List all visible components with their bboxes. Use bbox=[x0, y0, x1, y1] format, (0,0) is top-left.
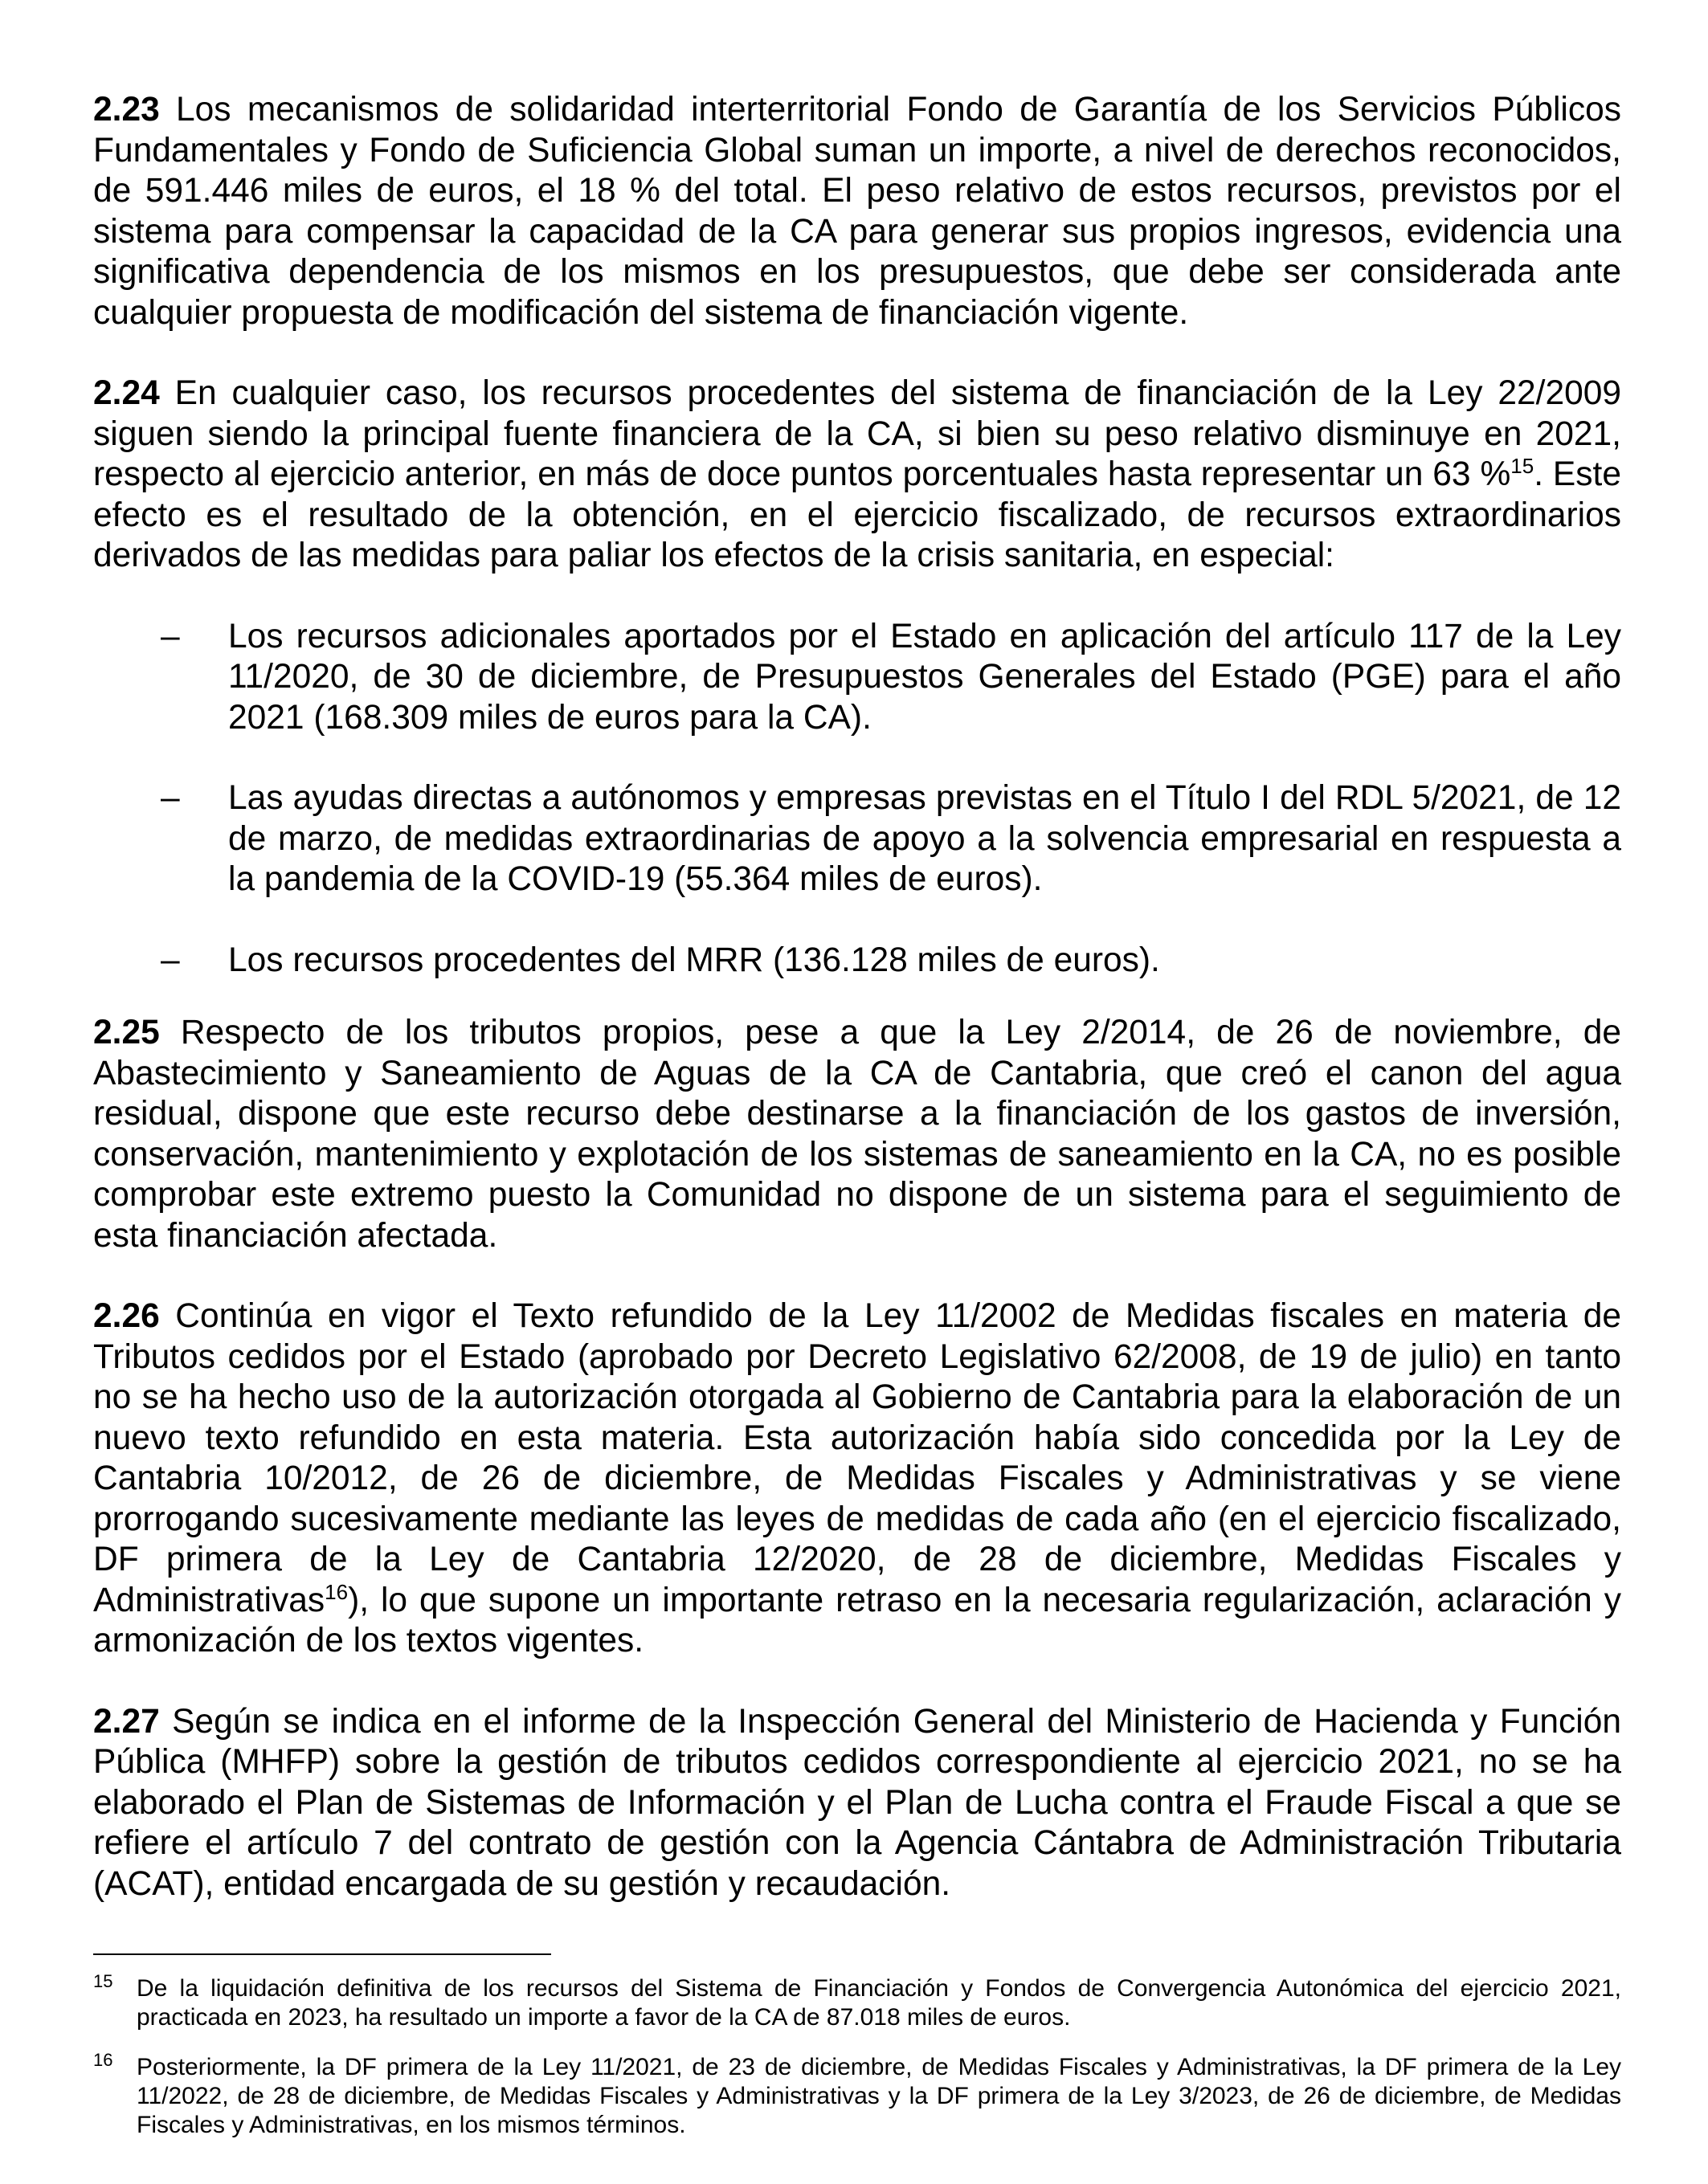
paragraph-number: 2.25 bbox=[93, 1014, 160, 1051]
footnote-text: De la liquidación definitiva de los recursos del Sistema de Financiación y Fondos de Convergencia Autonómica del ejercicio 2021, practicada en 2023, ha resultado un importe a favor de la CA de 87.018 miles de euros. bbox=[137, 1975, 1621, 2031]
document-page bbox=[93, 90, 1621, 1904]
paragraph-text-continued: ), lo que supone un importante retraso en la necesaria regularización, aclaración y armonización de los textos vigentes. bbox=[93, 1581, 1621, 1659]
list-item bbox=[93, 617, 1621, 739]
paragraph-number: 2.24 bbox=[93, 374, 160, 412]
paragraph-2-23 bbox=[93, 90, 1621, 333]
bullet-list bbox=[93, 617, 1621, 982]
footnote-number: 15 bbox=[93, 1971, 113, 1991]
footnote-16 bbox=[93, 2050, 1621, 2140]
dash-bullet: – bbox=[161, 617, 180, 655]
footnote-15 bbox=[93, 1971, 1621, 2032]
dash-bullet: – bbox=[161, 779, 180, 817]
paragraph-2-27 bbox=[93, 1702, 1621, 1905]
footnote-number: 16 bbox=[93, 2050, 113, 2070]
list-item-text: Los recursos procedentes del MRR (136.128 miles de euros). bbox=[228, 941, 1160, 979]
footnotes bbox=[93, 1971, 1621, 2140]
paragraph-text: Continúa en vigor el Texto refundido de la Ley 11/2002 de Medidas fiscales en materia de Tributos cedidos por el Estado (aprobado por Decreto Legislativo 62/2008, de 19 de julio) en tanto no se ha hecho uso de la autorización otorgada al Gobierno de Cantabria para la elaboración de un nuevo texto refundido en esta materia. Esta autorización había sido concedida por la Ley de Cantabria 10/2012, de 26 de diciembre, de Medidas Fiscales y Administrativas y se viene prorrogando sucesivamente mediante las leyes de medidas de cada año (en el ejercicio fiscalizado, DF primera de la Ley de Cantabria 12/2020, de 28 de diciembre, Medidas Fiscales y Administrativas bbox=[93, 1297, 1621, 1619]
footnote-separator bbox=[93, 1953, 551, 1955]
list-item-text: Los recursos adicionales aportados por el Estado en aplicación del artículo 117 de la Ley 11/2020, de 30 de diciembre, de Presupuestos Generales del Estado (PGE) para el año 2021 (168.309 miles de euros para la CA). bbox=[228, 617, 1621, 737]
paragraph-number: 2.26 bbox=[93, 1297, 160, 1335]
dash-bullet: – bbox=[161, 941, 180, 979]
paragraph-number: 2.23 bbox=[93, 91, 160, 129]
paragraph-text: Los mecanismos de solidaridad interterritorial Fondo de Garantía de los Servicios Públicos Fundamentales y Fondo de Suficiencia Global suman un importe, a nivel de derechos reconocidos, de 591.446 miles de euros, el 18 % del total. El peso relativo de estos recursos, previstos por el sistema para compensar la capacidad de la CA para generar sus propios ingresos, evidencia una significativa dependencia de los mismos en los presupuestos, que debe ser considerada ante cualquier propuesta de modificación del sistema de financiación vigente. bbox=[93, 91, 1621, 332]
list-item-text: Las ayudas directas a autónomos y empresas previstas en el Título I del RDL 5/2021, de 12 de marzo, de medidas extraordinarias de apoyo a la solvencia empresarial en respuesta a la pandemia de la COVID-19 (55.364 miles de euros). bbox=[228, 779, 1621, 898]
list-item bbox=[93, 941, 1621, 982]
footnote-ref-16[interactable]: 16 bbox=[325, 1579, 349, 1604]
paragraph-2-26 bbox=[93, 1296, 1621, 1662]
footnote-text: Posteriormente, la DF primera de la Ley 11/2021, de 23 de diciembre, de Medidas Fiscales y Administrativas, la DF primera de la Ley 11/2022, de 28 de diciembre, de Medidas Fiscales y Administrativas y la DF primera de la Ley 3/2023, de 26 de diciembre, de Medidas Fiscales y Administrativas, en los mismos términos. bbox=[137, 2054, 1621, 2138]
list-item bbox=[93, 778, 1621, 900]
footnote-ref-15[interactable]: 15 bbox=[1510, 453, 1534, 478]
paragraph-2-24 bbox=[93, 374, 1621, 577]
paragraph-text: Respecto de los tributos propios, pese a que la Ley 2/2014, de 26 de noviembre, de Abastecimiento y Saneamiento de Aguas de la CA de Cantabria, que creó el canon del agua residual, dispone que este recurso debe destinarse a la financiación de los gastos de inversión, conservación, mantenimiento y explotación de los sistemas de saneamiento en la CA, no es posible comprobar este extremo puesto la Comunidad no dispone de un sistema para el seguimiento de esta financiación afectada. bbox=[93, 1014, 1621, 1255]
paragraph-text-continued: . Este efecto es el resultado de la obtención, en el ejercicio fiscalizado, de recursos extraordinarios derivados de las medidas para paliar los efectos de la crisis sanitaria, en especial: bbox=[93, 455, 1621, 574]
paragraph-number: 2.27 bbox=[93, 1702, 160, 1741]
paragraph-text: Según se indica en el informe de la Inspección General del Ministerio de Hacienda y Función Pública (MHFP) sobre la gestión de tributos cedidos correspondiente al ejercicio 2021, no se ha elaborado el Plan de Sistemas de Información y el Plan de Lucha contra el Fraude Fiscal a que se refiere el artículo 7 del contrato de gestión con la Agencia Cántabra de Administración Tributaria (ACAT), entidad encargada de su gestión y recaudación. bbox=[93, 1702, 1621, 1903]
paragraph-2-25 bbox=[93, 1013, 1621, 1256]
paragraph-text: En cualquier caso, los recursos procedentes del sistema de financiación de la Ley 22/2009 siguen siendo la principal fuente financiera de la CA, si bien su peso relativo disminuye en 2021, respecto al ejercicio anterior, en más de doce puntos porcentuales hasta representar un 63 % bbox=[93, 374, 1621, 493]
